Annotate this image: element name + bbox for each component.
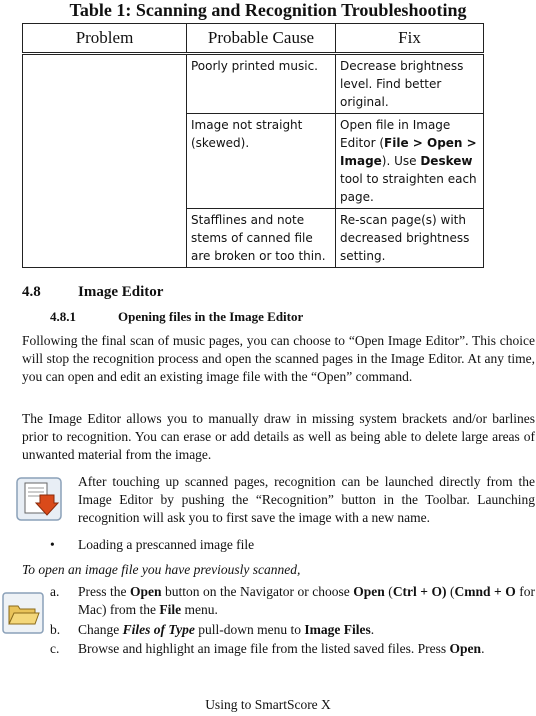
- step-fragment: (: [384, 584, 393, 599]
- image-files-term: Image Files: [304, 622, 371, 637]
- troubleshooting-table: [22, 23, 484, 268]
- step-fragment: Change: [78, 622, 123, 637]
- section-heading: [22, 284, 164, 301]
- step-fragment: menu.: [181, 602, 218, 617]
- fix-cell: Decrease brightness level. Find better original.: [336, 54, 484, 114]
- fix-text: ). Use: [381, 154, 421, 168]
- step-label: c.: [50, 641, 60, 656]
- paragraph: The Image Editor allows you to manually draw in missing system brackets and/or barlines prior to recognition. You can erase or add details as well as being able to delete large areas of unwanted material from the image.: [22, 411, 535, 462]
- paragraph: Following the final scan of music pages, you can choose to “Open Image Editor”. This choice will stop the recognition process and open the scanned pages in the Image Editor. At any time, you can open and edit an existing image file with the “Open” command.: [22, 333, 535, 384]
- bullet-text: Loading a prescanned image file: [78, 537, 255, 552]
- step-label: b.: [50, 622, 61, 637]
- step-fragment: .: [481, 641, 485, 656]
- step-fragment: Press the: [78, 584, 131, 599]
- step-fragment: for Mac) from the: [78, 584, 535, 617]
- step-fragment: .: [370, 622, 375, 637]
- table-title: Table 1: Scanning and Recognition Troubleshooting: [69, 0, 467, 20]
- table-header-row: [23, 24, 484, 54]
- section-number: 4.8: [22, 284, 41, 300]
- subsection-title: Opening files in the Image Editor: [118, 309, 304, 324]
- open-folder-icon: [2, 592, 44, 639]
- page-footer: Using to SmartScore X: [205, 697, 331, 712]
- step-fragment: Browse and highlight an image file from the listed saved files. Press: [78, 641, 450, 656]
- tip-text: After touching up scanned pages, recognition can be launched directly from the Image Editor by pushing the “Recognition” button in the Toolbar. Launching recognition will ask you to first save the image with a new name.: [78, 474, 535, 525]
- files-of-type-term: Files of Type: [122, 622, 195, 637]
- deskew-term: Deskew: [420, 154, 473, 168]
- bullet-mark: •: [50, 537, 55, 552]
- step-text: [78, 621, 535, 639]
- shortcut-term: Cmnd + O: [454, 584, 516, 599]
- fix-cell: Re-scan page(s) with decreased brightness setting.: [336, 209, 484, 268]
- subsection-number: 4.8.1: [50, 309, 76, 324]
- step-text: [78, 583, 535, 619]
- image-editor-recognize-icon: [16, 477, 62, 526]
- instruction-intro: To open an image file you have previously scanned,: [22, 562, 301, 577]
- step-fragment: button on the Navigator or choose: [161, 584, 354, 599]
- step-fragment: (: [446, 584, 455, 599]
- problem-cell: [23, 54, 187, 268]
- open-term: Open: [449, 641, 482, 656]
- header-cause: Probable Cause: [187, 24, 336, 54]
- open-term: Open: [130, 584, 162, 599]
- cause-cell: Image not straight (skewed).: [187, 114, 336, 209]
- shortcut-term: Ctrl + O): [392, 584, 447, 599]
- table-row: [23, 54, 484, 114]
- file-menu-term: File: [159, 602, 182, 617]
- cause-cell: Poorly printed music.: [187, 54, 336, 114]
- cause-cell: Stafflines and note stems of canned file are broken or too thin.: [187, 209, 336, 268]
- step-text: [78, 640, 535, 658]
- step-fragment: pull-down menu to: [194, 622, 305, 637]
- step-label: a.: [50, 584, 60, 599]
- fix-text: tool to straighten each page.: [340, 172, 477, 204]
- header-problem: Problem: [23, 24, 187, 54]
- section-title: Image Editor: [78, 284, 164, 300]
- fix-cell: [336, 114, 484, 209]
- menu-path: File > Open > Image: [340, 136, 477, 168]
- subsection-heading: [50, 309, 304, 325]
- fix-text: Open file in Image Editor (: [340, 118, 451, 150]
- header-fix: Fix: [336, 24, 484, 54]
- open-term: Open: [353, 584, 385, 599]
